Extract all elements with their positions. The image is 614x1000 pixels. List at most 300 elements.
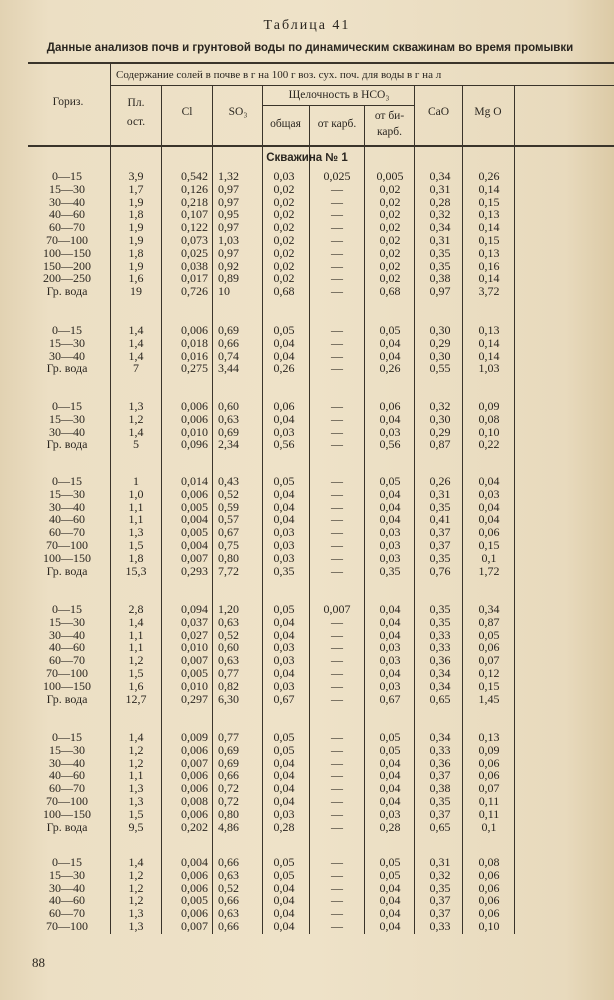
cell-so3: 0,89 <box>218 271 239 286</box>
cell-mgo: 0,87 <box>478 614 500 629</box>
cell-mgo: 0,1 <box>481 819 497 834</box>
cell-alk-carb: — <box>331 919 343 933</box>
cell-horizon: 200—250 <box>43 271 91 286</box>
cell-so3: 0,59 <box>218 499 239 514</box>
cell-alk-total: 0,04 <box>273 627 295 642</box>
cell-horizon: 70—100 <box>46 666 88 680</box>
cell-residue: 1,4 <box>128 614 144 629</box>
cell-alk-bicarb: 0,04 <box>379 794 401 808</box>
table-row <box>0 894 614 907</box>
cell-alk-total: 0,28 <box>273 819 295 834</box>
cell-cao: 0,29 <box>429 424 451 439</box>
cell-alk-total: 0,03 <box>273 550 295 565</box>
cell-mgo: 0,09 <box>478 399 500 413</box>
table-row <box>0 603 614 616</box>
cell-alk-carb: — <box>331 361 343 376</box>
cell-alk-total: 0,35 <box>273 563 295 578</box>
cell-mgo: 0,14 <box>478 348 500 363</box>
table-row <box>0 438 614 451</box>
cell-alk-total: 0,04 <box>273 893 295 908</box>
cell-alk-carb: — <box>331 640 343 655</box>
cell-alk-total: 0,04 <box>273 794 295 808</box>
cell-residue: 5 <box>133 437 139 452</box>
header-mgo: Mg O <box>474 106 502 118</box>
table-row <box>0 337 614 350</box>
cell-cao: 0,31 <box>429 181 451 196</box>
cell-cl: 0,014 <box>181 474 208 488</box>
cell-so3: 0,52 <box>218 627 239 642</box>
cell-residue: 1,1 <box>128 768 144 783</box>
cell-alk-bicarb: 0,05 <box>379 474 401 488</box>
cell-cao: 0,35 <box>429 614 451 629</box>
cell-horizon: Гр. вода <box>46 563 88 578</box>
cell-alk-total: 0,04 <box>273 411 295 426</box>
cell-mgo: 0,09 <box>478 742 500 757</box>
cell-alk-carb: — <box>331 768 343 783</box>
cell-mgo: 3,72 <box>478 284 500 299</box>
cell-alk-bicarb: 0,04 <box>379 614 401 629</box>
cell-residue: 2,8 <box>128 602 144 616</box>
header-total: общая <box>270 118 301 130</box>
cell-cl: 0,007 <box>181 550 208 565</box>
cell-alk-total: 0,05 <box>273 855 295 869</box>
cell-cao: 0,35 <box>429 245 451 260</box>
cell-alk-total: 0,04 <box>273 755 295 770</box>
cell-alk-bicarb: 0,67 <box>379 691 401 706</box>
header-so3: SO₃ <box>228 106 248 118</box>
cell-so3: 6,30 <box>218 691 239 706</box>
table-row <box>0 782 614 795</box>
cell-alk-bicarb: 0,04 <box>379 602 401 616</box>
cell-alk-total: 0,04 <box>273 919 295 933</box>
cell-cl: 0,293 <box>181 563 208 578</box>
cell-horizon: 15—30 <box>49 411 85 426</box>
cell-cao: 0,33 <box>429 640 451 655</box>
cell-horizon: 0—15 <box>52 855 82 869</box>
cell-cl: 0,094 <box>181 602 208 616</box>
cell-alk-carb: — <box>331 806 343 821</box>
cell-alk-carb: — <box>331 437 343 452</box>
cell-mgo: 0,15 <box>478 233 500 247</box>
cell-alk-total: 0,04 <box>273 768 295 783</box>
table-row <box>0 757 614 770</box>
cell-mgo: 0,08 <box>478 855 500 869</box>
cell-alk-total: 0,02 <box>273 233 295 247</box>
cell-alk-bicarb: 0,04 <box>379 512 401 527</box>
cell-mgo: 0,14 <box>478 271 500 286</box>
cell-cao: 0,36 <box>429 755 451 770</box>
cell-cl: 0,004 <box>181 855 208 869</box>
cell-cao: 0,41 <box>429 512 451 527</box>
cell-so3: 0,97 <box>218 245 239 260</box>
cell-mgo: 0,05 <box>478 627 500 642</box>
cell-cao: 0,31 <box>429 233 451 247</box>
cell-alk-total: 0,02 <box>273 220 295 235</box>
cell-residue: 3,9 <box>128 169 144 183</box>
cell-horizon: 30—40 <box>49 348 85 363</box>
cell-horizon: 60—70 <box>49 525 85 540</box>
cell-cl: 0,018 <box>181 335 208 350</box>
cell-cl: 0,275 <box>181 361 208 376</box>
cell-horizon: 30—40 <box>49 424 85 439</box>
header-bicarb-2: карб. <box>377 126 402 138</box>
cell-cao: 0,31 <box>429 855 451 869</box>
cell-so3: 0,74 <box>218 348 239 363</box>
cell-alk-bicarb: 0,05 <box>379 742 401 757</box>
table-row <box>0 769 614 782</box>
cell-cl: 0,037 <box>181 614 208 629</box>
table-row <box>0 362 614 375</box>
cell-mgo: 0,04 <box>478 499 500 514</box>
cell-alk-carb: — <box>331 474 343 488</box>
cell-horizon: 60—70 <box>49 653 85 668</box>
cell-so3: 0,63 <box>218 614 239 629</box>
cell-so3: 2,34 <box>218 437 239 452</box>
cell-horizon: Гр. вода <box>46 284 88 299</box>
cell-cao: 0,33 <box>429 919 451 933</box>
cell-cl: 0,025 <box>181 245 208 260</box>
cell-cl: 0,009 <box>181 730 208 744</box>
cell-mgo: 0,1 <box>481 550 497 565</box>
cell-alk-carb: — <box>331 512 343 527</box>
cell-alk-total: 0,26 <box>273 361 295 376</box>
cell-cao: 0,37 <box>429 806 451 821</box>
cell-horizon: 30—40 <box>49 627 85 642</box>
cell-cao: 0,37 <box>429 525 451 540</box>
cell-cao: 0,31 <box>429 486 451 501</box>
cell-mgo: 0,06 <box>478 893 500 908</box>
table-row <box>0 869 614 882</box>
cell-horizon: 0—15 <box>52 730 82 744</box>
cell-alk-total: 0,05 <box>273 474 295 488</box>
cell-mgo: 0,06 <box>478 755 500 770</box>
cell-alk-bicarb: 0,03 <box>379 806 401 821</box>
header-pl-2: ост. <box>126 116 146 128</box>
table-row <box>0 795 614 808</box>
table-row <box>0 539 614 552</box>
cell-mgo: 0,06 <box>478 906 500 921</box>
cell-mgo: 0,06 <box>478 867 500 882</box>
cell-horizon: Гр. вода <box>46 819 88 834</box>
cell-alk-total: 0,03 <box>273 653 295 668</box>
cell-cao: 0,33 <box>429 627 451 642</box>
cell-cl: 0,010 <box>181 678 208 693</box>
alk-rule <box>262 105 414 106</box>
cell-residue: 1,7 <box>128 181 144 196</box>
cell-mgo: 0,06 <box>478 768 500 783</box>
cell-alk-total: 0,04 <box>273 614 295 629</box>
cell-so3: 7,72 <box>218 563 239 578</box>
cell-mgo: 0,06 <box>478 880 500 895</box>
cell-alk-total: 0,03 <box>273 640 295 655</box>
cell-alk-bicarb: 0,05 <box>379 323 401 337</box>
cell-so3: 0,67 <box>218 525 239 540</box>
cell-cao: 0,35 <box>429 794 451 808</box>
cell-mgo: 0,10 <box>478 424 500 439</box>
cell-horizon: 30—40 <box>49 499 85 514</box>
cell-alk-bicarb: 0,04 <box>379 348 401 363</box>
cell-cao: 0,97 <box>429 284 451 299</box>
cell-mgo: 0,12 <box>478 666 500 680</box>
table-row <box>0 680 614 693</box>
cell-so3: 0,60 <box>218 399 239 413</box>
cell-so3: 3,44 <box>218 361 239 376</box>
cell-cl: 0,073 <box>181 233 208 247</box>
table-row <box>0 526 614 539</box>
cell-alk-bicarb: 0,03 <box>379 640 401 655</box>
table-row <box>0 907 614 920</box>
cell-horizon: Гр. вода <box>46 361 88 376</box>
cell-mgo: 0,10 <box>478 919 500 933</box>
cell-horizon: 40—60 <box>49 207 85 222</box>
cell-horizon: 0—15 <box>52 169 82 183</box>
cell-mgo: 0,07 <box>478 653 500 668</box>
cell-residue: 1 <box>133 474 139 488</box>
cell-alk-total: 0,03 <box>273 424 295 439</box>
table-row <box>0 196 614 209</box>
cell-alk-carb: — <box>331 220 343 235</box>
cell-alk-bicarb: 0,005 <box>376 169 404 183</box>
cell-so3: 0,72 <box>218 781 239 796</box>
cell-alk-total: 0,04 <box>273 512 295 527</box>
cell-so3: 0,80 <box>218 550 239 565</box>
cell-alk-bicarb: 0,02 <box>379 271 401 286</box>
cell-alk-carb: — <box>331 233 343 247</box>
cell-alk-carb: — <box>331 245 343 260</box>
cell-alk-carb: — <box>331 411 343 426</box>
cell-alk-bicarb: 0,04 <box>379 627 401 642</box>
cell-cao: 0,30 <box>429 348 451 363</box>
cell-alk-total: 0,04 <box>273 666 295 680</box>
table-row <box>0 513 614 526</box>
cell-alk-carb: — <box>331 284 343 299</box>
cell-so3: 0,82 <box>218 678 239 693</box>
table-row <box>0 731 614 744</box>
cell-alk-carb: — <box>331 627 343 642</box>
cell-horizon: 70—100 <box>46 538 88 552</box>
cell-horizon: 100—150 <box>43 678 91 693</box>
cell-horizon: 30—40 <box>49 880 85 895</box>
cell-alk-bicarb: 0,04 <box>379 880 401 895</box>
cell-cl: 0,006 <box>181 742 208 757</box>
cell-so3: 0,63 <box>218 867 239 882</box>
cell-cao: 0,29 <box>429 335 451 350</box>
table-row <box>0 654 614 667</box>
cell-horizon: 70—100 <box>46 919 88 933</box>
cell-cl: 0,005 <box>181 525 208 540</box>
cell-alk-bicarb: 0,03 <box>379 550 401 565</box>
cell-cl: 0,096 <box>181 437 208 452</box>
cell-alk-total: 0,04 <box>273 906 295 921</box>
cell-horizon: 0—15 <box>52 399 82 413</box>
header-top-rule <box>28 62 614 64</box>
cell-residue: 1,1 <box>128 640 144 655</box>
cell-alk-carb: — <box>331 855 343 869</box>
cell-residue: 1,9 <box>128 194 144 209</box>
cell-alk-bicarb: 0,02 <box>379 207 401 222</box>
cell-alk-carb: — <box>331 819 343 834</box>
cell-so3: 0,77 <box>218 666 239 680</box>
cell-mgo: 0,13 <box>478 245 500 260</box>
cell-horizon: 30—40 <box>49 194 85 209</box>
table-row <box>0 285 614 298</box>
cell-mgo: 1,45 <box>478 691 500 706</box>
cell-alk-carb: — <box>331 781 343 796</box>
cell-residue: 1,3 <box>128 399 144 413</box>
cell-residue: 1,3 <box>128 919 144 933</box>
cell-residue: 12,7 <box>125 691 147 706</box>
cell-mgo: 0,14 <box>478 181 500 196</box>
cell-alk-carb: — <box>331 525 343 540</box>
cell-horizon: 15—30 <box>49 486 85 501</box>
cell-alk-bicarb: 0,04 <box>379 906 401 921</box>
cell-horizon: Гр. вода <box>46 691 88 706</box>
cell-alk-bicarb: 0,03 <box>379 678 401 693</box>
cell-cao: 0,35 <box>429 258 451 273</box>
cell-so3: 0,66 <box>218 855 239 869</box>
cell-cao: 0,34 <box>429 169 451 183</box>
cell-alk-bicarb: 0,02 <box>379 258 401 273</box>
cell-alk-carb: — <box>331 730 343 744</box>
table-row <box>0 488 614 501</box>
cell-alk-total: 0,03 <box>273 169 295 183</box>
cell-alk-carb: — <box>331 678 343 693</box>
cell-cao: 0,37 <box>429 893 451 908</box>
cell-horizon: 15—30 <box>49 614 85 629</box>
cell-residue: 1,9 <box>128 220 144 235</box>
cell-alk-carb: — <box>331 271 343 286</box>
cell-mgo: 0,22 <box>478 437 500 452</box>
cell-mgo: 1,72 <box>478 563 500 578</box>
cell-cl: 0,005 <box>181 666 208 680</box>
cell-residue: 1,2 <box>128 742 144 757</box>
cell-residue: 1,2 <box>128 411 144 426</box>
cell-so3: 0,69 <box>218 424 239 439</box>
cell-residue: 1,5 <box>128 806 144 821</box>
cell-so3: 1,03 <box>218 233 239 247</box>
cell-cao: 0,55 <box>429 361 451 376</box>
cell-alk-total: 0,05 <box>273 867 295 882</box>
table-title: Таблица 41 <box>263 18 351 33</box>
table-row <box>0 552 614 565</box>
table-row <box>0 920 614 933</box>
cell-alk-carb: 0,007 <box>323 602 351 616</box>
cell-cao: 0,35 <box>429 880 451 895</box>
table-row <box>0 693 614 706</box>
cell-alk-carb: — <box>331 893 343 908</box>
header-bicarb-1: от би- <box>374 110 405 122</box>
cell-cao: 0,35 <box>429 499 451 514</box>
table-row <box>0 413 614 426</box>
cell-cao: 0,35 <box>429 602 451 616</box>
cell-cl: 0,038 <box>181 258 208 273</box>
cell-alk-bicarb: 0,04 <box>379 755 401 770</box>
cell-residue: 1,9 <box>128 233 144 247</box>
cell-mgo: 0,26 <box>478 169 500 183</box>
table-row <box>0 234 614 247</box>
well-label: Скважина № 1 <box>266 152 348 164</box>
cell-residue: 1,4 <box>128 424 144 439</box>
cell-alk-bicarb: 0,04 <box>379 411 401 426</box>
table-row <box>0 350 614 363</box>
cell-horizon: 30—40 <box>49 755 85 770</box>
cell-cao: 0,76 <box>429 563 451 578</box>
cell-alk-carb: — <box>331 486 343 501</box>
cell-alk-bicarb: 0,26 <box>379 361 401 376</box>
cell-alk-carb: — <box>331 666 343 680</box>
cell-cl: 0,008 <box>181 794 208 808</box>
cell-cao: 0,37 <box>429 768 451 783</box>
cell-residue: 1,2 <box>128 867 144 882</box>
cell-cl: 0,010 <box>181 424 208 439</box>
cell-cl: 0,027 <box>181 627 208 642</box>
table-row <box>0 324 614 337</box>
cell-residue: 1,8 <box>128 550 144 565</box>
cell-cao: 0,33 <box>429 742 451 757</box>
cell-cao: 0,28 <box>429 194 451 209</box>
cell-cao: 0,38 <box>429 271 451 286</box>
cell-mgo: 0,15 <box>478 538 500 552</box>
cell-alk-carb: — <box>331 614 343 629</box>
cell-alk-total: 0,04 <box>273 486 295 501</box>
cell-residue: 1,9 <box>128 258 144 273</box>
cell-horizon: 0—15 <box>52 602 82 616</box>
cell-cao: 0,32 <box>429 867 451 882</box>
cell-so3: 0,97 <box>218 181 239 196</box>
cell-alk-total: 0,03 <box>273 525 295 540</box>
cell-cl: 0,016 <box>181 348 208 363</box>
cell-alk-bicarb: 0,02 <box>379 220 401 235</box>
cell-residue: 1,4 <box>128 348 144 363</box>
cell-residue: 1,6 <box>128 678 144 693</box>
cell-cl: 0,726 <box>181 284 208 299</box>
cell-alk-total: 0,04 <box>273 499 295 514</box>
cell-alk-carb: — <box>331 323 343 337</box>
table-row <box>0 208 614 221</box>
cell-alk-total: 0,05 <box>273 730 295 744</box>
cell-alk-bicarb: 0,02 <box>379 233 401 247</box>
cell-cl: 0,126 <box>181 181 208 196</box>
cell-alk-bicarb: 0,28 <box>379 819 401 834</box>
header-horizon: Гориз. <box>52 96 84 108</box>
cell-so3: 0,66 <box>218 335 239 350</box>
cell-residue: 1,3 <box>128 794 144 808</box>
cell-mgo: 0,15 <box>478 194 500 209</box>
cell-alk-total: 0,02 <box>273 181 295 196</box>
cell-horizon: 0—15 <box>52 323 82 337</box>
cell-alk-carb: — <box>331 880 343 895</box>
cell-alk-carb: — <box>331 499 343 514</box>
cell-horizon: 15—30 <box>49 335 85 350</box>
cell-cl: 0,007 <box>181 919 208 933</box>
cell-alk-total: 0,04 <box>273 335 295 350</box>
group-rule <box>110 85 614 86</box>
cell-so3: 0,75 <box>218 538 239 552</box>
cell-residue: 1,4 <box>128 855 144 869</box>
cell-residue: 1,5 <box>128 666 144 680</box>
cell-alk-bicarb: 0,02 <box>379 194 401 209</box>
cell-alk-carb: — <box>331 794 343 808</box>
cell-alk-total: 0,05 <box>273 602 295 616</box>
cell-residue: 7 <box>133 361 139 376</box>
cell-alk-bicarb: 0,04 <box>379 335 401 350</box>
cell-alk-total: 0,68 <box>273 284 295 299</box>
table-row <box>0 260 614 273</box>
cell-mgo: 0,13 <box>478 730 500 744</box>
cell-cl: 0,006 <box>181 411 208 426</box>
cell-so3: 0,97 <box>218 194 239 209</box>
cell-alk-total: 0,02 <box>273 194 295 209</box>
